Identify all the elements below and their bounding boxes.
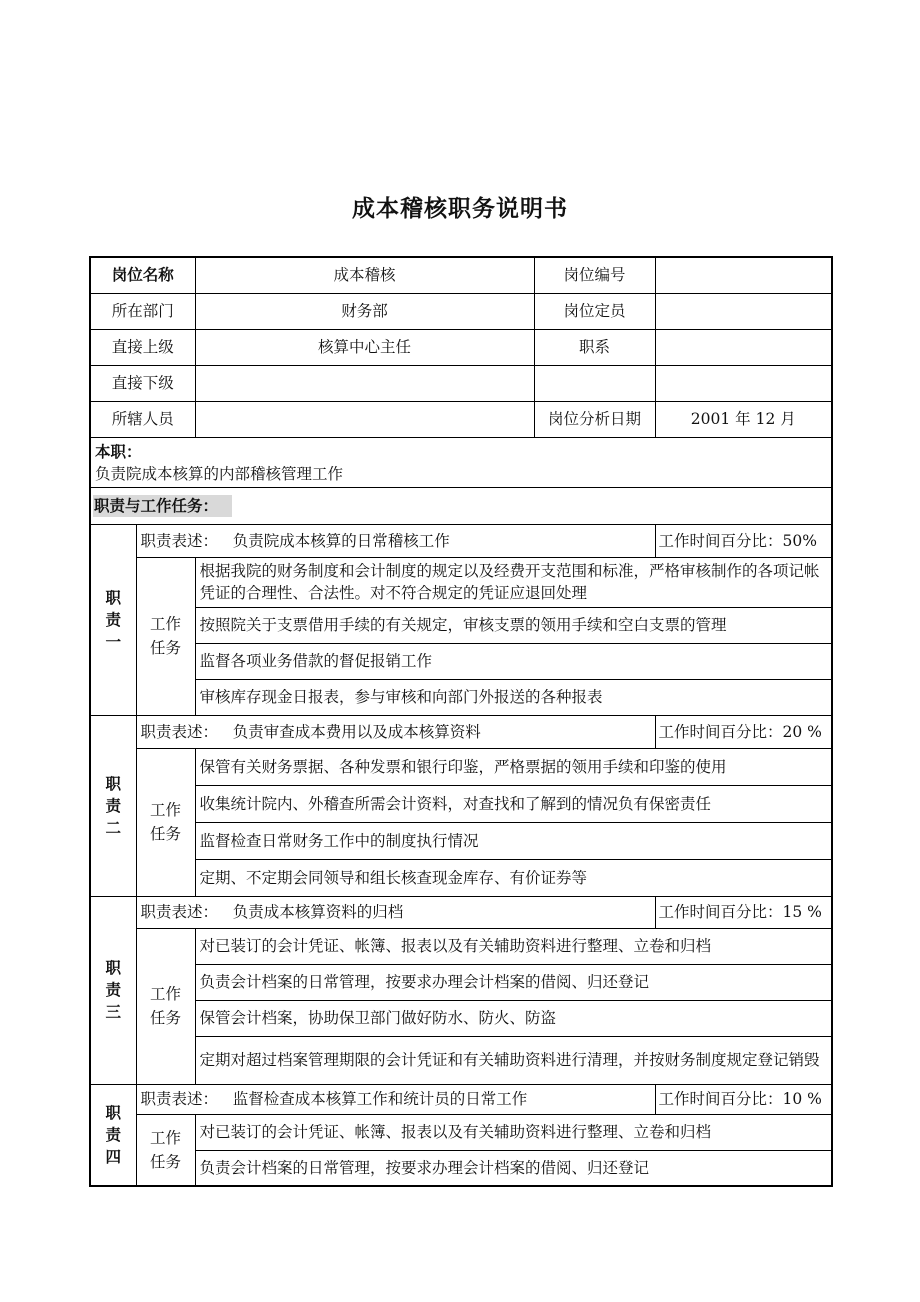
responsibility-3-label: 职 责 三 [90,896,136,1084]
subordinate-extra [534,365,655,401]
superior-value: 核算中心主任 [195,329,534,365]
duty-label: 本职： [95,443,142,461]
tasks-heading-cell [90,487,832,524]
responsibility-2-task-3: 监督检查日常财务工作中的制度执行情况 [195,822,832,859]
dept-label: 所在部门 [90,293,195,329]
series-label: 职系 [534,329,655,365]
responsibility-1-task-label: 工作 任务 [136,557,195,715]
subordinate-label: 直接下级 [90,365,195,401]
responsibility-2-description: 职责表述： 负责审查成本费用以及成本核算资料 [136,715,655,748]
responsibility-1-task-3: 监督各项业务借款的督促报销工作 [195,643,832,679]
subordinate-value [195,365,534,401]
responsibility-3-time-pct: 工作时间百分比：15 % [655,896,832,928]
post-name-value: 成本稽核 [195,257,534,293]
responsibility-3-task-4: 定期对超过档案管理期限的会计凭证和有关辅助资料进行清理，并按财务制度规定登记销毁 [195,1036,832,1084]
superior-label: 直接上级 [90,329,195,365]
page-title: 成本稽核职务说明书 [352,196,568,222]
responsibility-4-task-1: 对已装订的会计凭证、帐簿、报表以及有关辅助资料进行整理、立卷和归档 [195,1114,832,1150]
responsibility-2-task-4: 定期、不定期会同领导和组长核查现金库存、有价证券等 [195,859,832,896]
responsibility-2-time-pct: 工作时间百分比：20 % [655,715,832,748]
responsibility-1-task-1: 根据我院的财务制度和会计制度的规定以及经费开支范围和标准，严格审核制作的各项记帐凭证的合理性、合法性。对不符合规定的凭证应退回处理 [195,557,832,607]
responsibility-4-time-pct: 工作时间百分比：10 % [655,1084,832,1114]
responsibility-1-description: 职责表述： 负责院成本核算的日常稽核工作 [136,524,655,557]
responsibility-1-task-2: 按照院关于支票借用手续的有关规定，审核支票的领用手续和空白支票的管理 [195,607,832,643]
responsibility-2-task-1: 保管有关财务票据、各种发票和银行印鉴，严格票据的领用手续和印鉴的使用 [195,748,832,785]
duty-text: 负责院成本核算的内部稽核管理工作 [95,465,344,483]
post-no-label: 岗位编号 [534,257,655,293]
responsibility-1-time-pct: 工作时间百分比：50% [655,524,832,557]
responsibility-4-task-label: 工作 任务 [136,1114,195,1186]
responsibility-1-label: 职 责 一 [90,524,136,715]
responsibility-2-task-label: 工作 任务 [136,748,195,896]
analysis-date-label: 岗位分析日期 [534,401,655,437]
responsibility-2-label: 职 责 二 [90,715,136,896]
staff-label: 所辖人员 [90,401,195,437]
dept-value: 财务部 [195,293,534,329]
responsibility-4-task-2: 负责会计档案的日常管理，按要求办理会计档案的借阅、归还登记 [195,1150,832,1186]
post-no-value [655,257,832,293]
subordinate-extra-2 [655,365,832,401]
responsibility-3-task-1: 对已装订的会计凭证、帐簿、报表以及有关辅助资料进行整理、立卷和归档 [195,928,832,964]
staff-value [195,401,534,437]
responsibility-3-task-2: 负责会计档案的日常管理，按要求办理会计档案的借阅、归还登记 [195,964,832,1000]
post-name-label: 岗位名称 [90,257,195,293]
responsibility-4-description: 职责表述： 监督检查成本核算工作和统计员的日常工作 [136,1084,655,1114]
series-value [655,329,832,365]
quota-label: 岗位定员 [534,293,655,329]
responsibility-3-task-label: 工作 任务 [136,928,195,1084]
responsibility-4-label: 职 责 四 [90,1084,136,1186]
tasks-heading: 职责与工作任务： [93,495,232,517]
duty-section [90,437,832,487]
job-description-table [89,256,833,1187]
responsibility-3-task-3: 保管会计档案，协助保卫部门做好防水、防火、防盗 [195,1000,832,1036]
responsibility-1-task-4: 审核库存现金日报表，参与审核和向部门外报送的各种报表 [195,679,832,715]
responsibility-2-task-2: 收集统计院内、外稽查所需会计资料，对查找和了解到的情况负有保密责任 [195,785,832,822]
responsibility-3-description: 职责表述： 负责成本核算资料的归档 [136,896,655,928]
quota-value [655,293,832,329]
analysis-date-value: 2001 年 12 月 [655,401,832,437]
